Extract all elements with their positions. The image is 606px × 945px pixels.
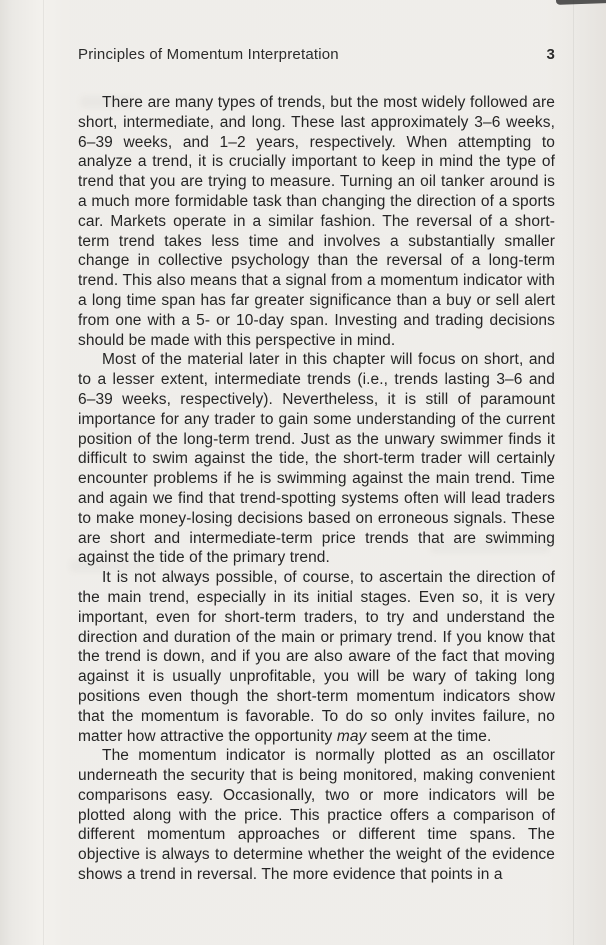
body-text xyxy=(78,93,555,885)
running-head-title: Principles of Momentum Interpretation xyxy=(78,46,339,63)
text-run: Most of the material later in this chapter will focus on short, and to a lesser extent, intermediate trends (i.e., trends lasting 3–6 and 6–39 weeks, respectively). Nevertheless, it is still of paramount importance for any trader to gain some understanding of the current position of the long-term trend. Just as the unwary swimmer finds it difficult to swim against the tide, the short-term trader will certainly encounter problems if he is swimming against the main trend. Time and again we find that trend-spotting systems often will lead traders to make money-losing decisions based on erroneous signals. These are short and intermediate-term price trends that are swimming against the tide of the primary trend. xyxy=(78,351,555,567)
paragraph xyxy=(78,568,555,746)
running-header xyxy=(78,47,555,62)
page-number: 3 xyxy=(546,46,555,63)
paragraph xyxy=(78,746,555,885)
text-run: seem at the time. xyxy=(366,727,492,745)
text-run: The momentum indicator is normally plotted as an oscillator underneath the security that is being monitored, making convenient comparisons easy. Occasionally, two or more indicators will be plotted along with the price. This practice offers a comparison of different momentum approaches or different time spans. The objective is always to determine whether the weight of the evidence shows a trend in reversal. The more evidence that points in a xyxy=(78,747,555,884)
emphasized-word: may xyxy=(336,727,367,745)
paragraph xyxy=(78,350,555,568)
text-run: It is not always possible, of course, to ascertain the direction of the main trend, especially in its initial stages. Even so, it is very important, even for short-term traders, to try and understand the direction and duration of the main or primary trend. If you know that the trend is down, and if you are also aware of the fact that moving against it is usually unprofitable, you will be wary of taking long positions even though the short-term momentum indicators show that the momentum is favorable. To do so only invites failure, no matter how attractive the opportunity xyxy=(78,569,555,745)
text-run: There are many types of trends, but the most widely followed are short, intermediate, and long. These last approximately 3–6 weeks, 6–39 weeks, and 1–2 years, respectively. When attempting to analyze a trend, it is crucially important to keep in mind the type of trend that you are trying to measure. Turning an oil tanker around is a much more formidable task than changing the direction of a sports car. Markets operate in a similar fashion. The reversal of a short-term trend takes less time and involves a substantially smaller change in collective psychology than the reversal of a long-term trend. This also means that a signal from a momentum indicator with a long time span has far greater significance than a buy or sell alert from one with a 5- or 10-day span. Investing and trading decisions should be made with this perspective in mind. xyxy=(78,94,555,349)
paragraph xyxy=(78,93,555,350)
